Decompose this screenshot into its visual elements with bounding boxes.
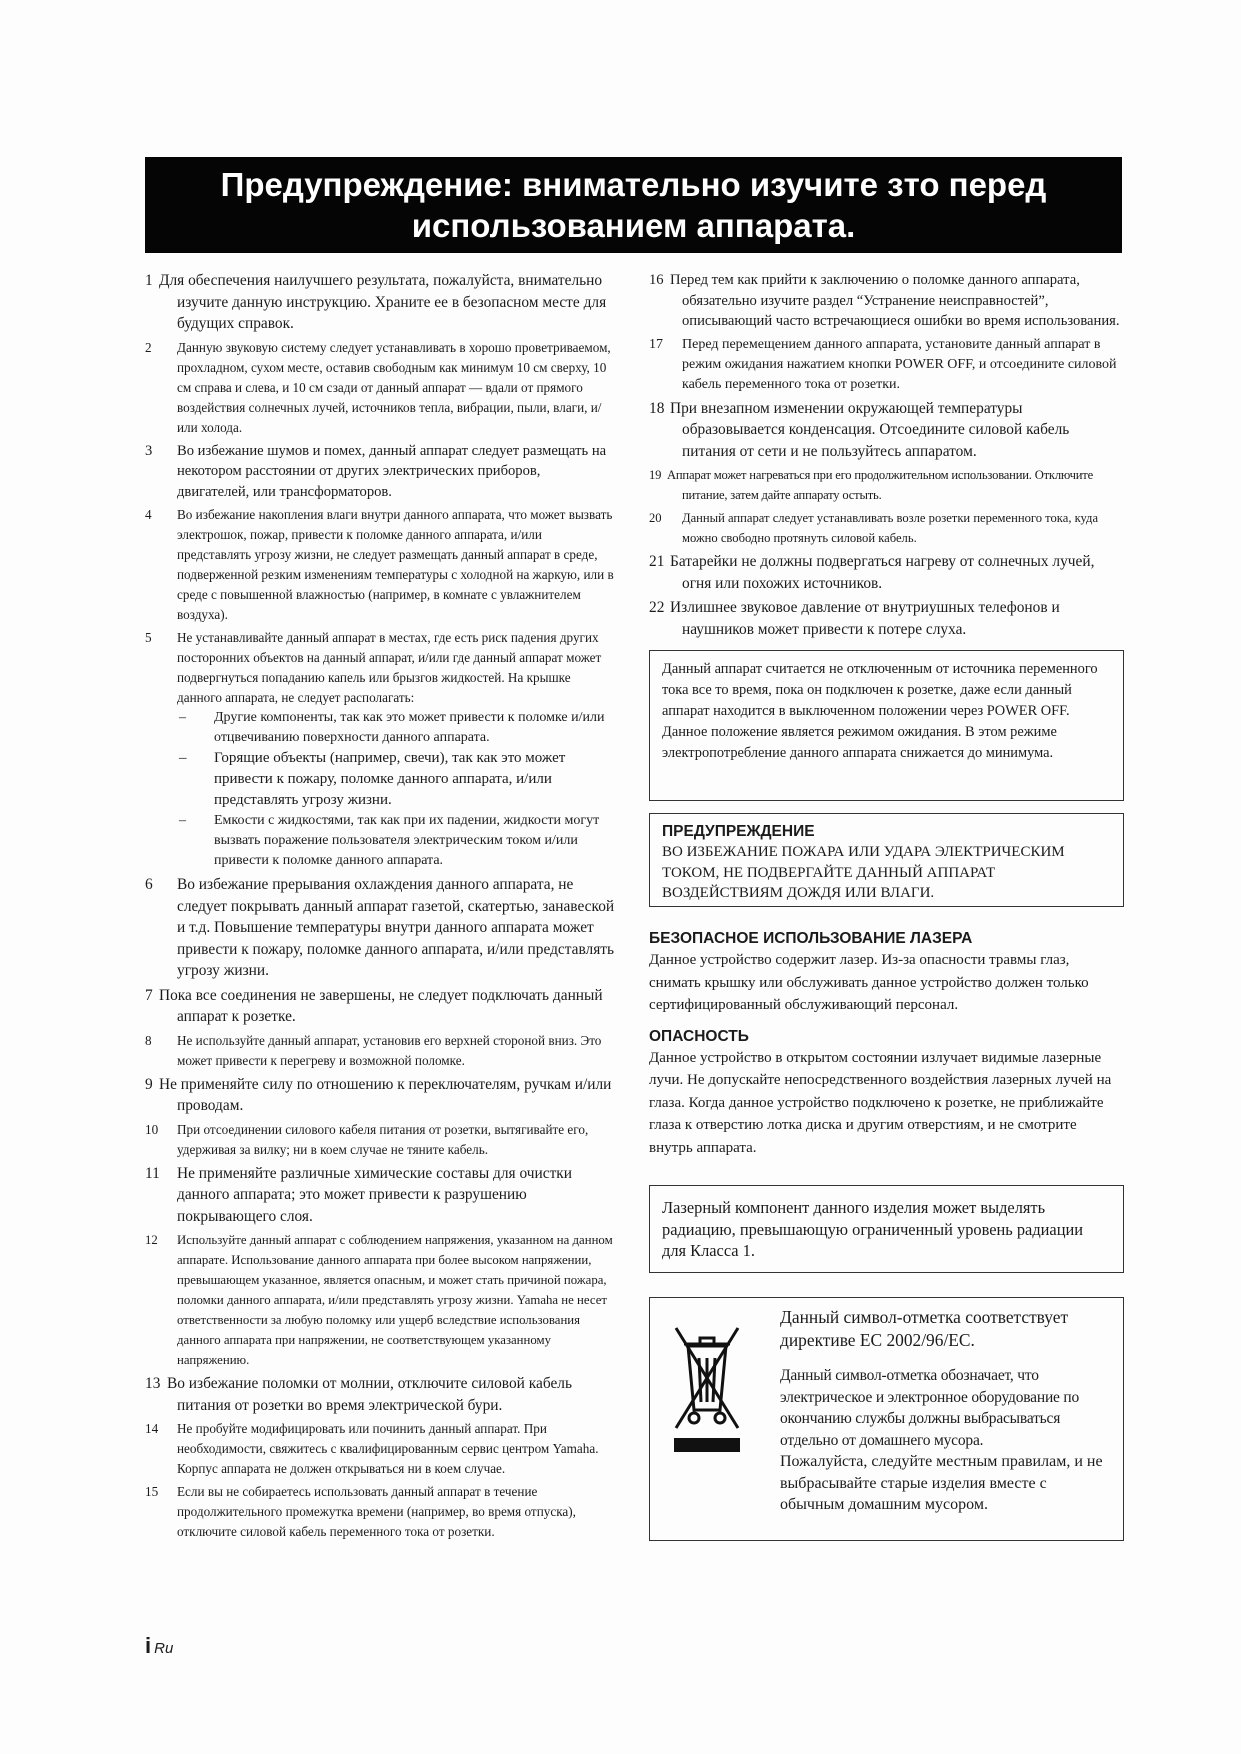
safety-item [145, 1482, 615, 1542]
safety-item-number: 17 [649, 336, 663, 352]
safety-item: 7 Пока все соединения не завершены, не следует подключать данный аппарат к розетке. [145, 986, 603, 1025]
safety-item-number: 2 [145, 339, 152, 355]
safety-item [649, 335, 1124, 395]
safety-item [145, 505, 615, 625]
sub-item-dash: – [179, 750, 187, 766]
safety-item [145, 1419, 615, 1479]
laser-class-text: Лазерный компонент данного изделия может выделять радиацию, превышающую ограниченный уровень радиации для Класса 1. [662, 1198, 1084, 1260]
safety-item: 18 При внезапном изменении окружающей температуры образовывается конденсация. Отсоедините силовой кабель питания от сети и не пользуйтесь аппаратом. [649, 399, 1070, 460]
laser-safety-text: Данное устройство содержит лазер. Из-за опасности травмы глаз, снимать крышку или обслуживать данное устройство должен только сертифицированный обслуживающий персонал. [649, 952, 1089, 1013]
sub-item-text: Горящие объекты (например, свечи), так как это может привести к пожару, поломке данного аппарата, и/или представлять угрозу жизни. [214, 750, 566, 808]
safety-item [145, 338, 615, 438]
right-column [649, 270, 1124, 1541]
standby-notice-box [649, 650, 1124, 801]
language-code: Ru [154, 1640, 174, 1657]
safety-item-text: При внезапном изменении окружающей температуры образовывается конденсация. Отсоедините силовой кабель питания от сети и не пользуйтесь аппаратом. [670, 399, 1070, 460]
danger-text: Данное устройство в открытом состоянии излучает видимые лазерные лучи. Не допускайте непосредственного воздействия лазерных лучей на глаза. Когда данное устройство подключено к розетке, не приближайте глаза к отверстию лотка диска и другим отверстиям, и не смотрите внутрь аппарата. [649, 1049, 1112, 1156]
weee-text-1: Данный символ-отметка обозначает, что электрическое и электронное оборудование по окончанию службы должны выбрасываться отдельно от домашнего мусора. [780, 1367, 1080, 1449]
safety-item-number: 10 [145, 1121, 159, 1137]
weee-box [649, 1297, 1124, 1541]
banner-line-2: использованием аппарата. [411, 207, 856, 244]
safety-item-text: Аппарат может нагреваться при его продолжительном использовании. Отключите питание, затем дайте аппарату остыть. [667, 468, 1093, 502]
safety-item-number: 3 [145, 442, 153, 459]
safety-item-text: Данный аппарат следует устанавливать возле розетки переменного тока, куда можно свободно протянуть силовой кабель. [682, 511, 1099, 545]
safety-item: 16 Перед тем как прийти к заключению о поломке данного аппарата, обязательно изучите раздел “Устранение неисправностей”, описывающий часто встречающиеся ошибки во время использования. [649, 272, 1120, 329]
laser-class-box [649, 1185, 1124, 1273]
safety-item-number: 4 [145, 507, 152, 522]
safety-item-number: 6 [145, 876, 153, 893]
safety-item-number: 11 [145, 1164, 160, 1182]
warning-title: ПРЕДУПРЕЖДЕНИЕ [662, 823, 815, 840]
safety-item-text: Не применяйте различные химические составы для очистки данного аппарата; это может привести к разрушению покрывающего слоя. [177, 1164, 573, 1225]
safety-item-text: Батарейки не должны подвергаться нагреву от солнечных лучей, огня или похожих источников. [670, 553, 1095, 592]
banner-line-1: Предупреждение: внимательно изучите зто перед [220, 166, 1047, 203]
safety-item-text: Перед тем как прийти к заключению о поломке данного аппарата, обязательно изучите раздел “Устранение неисправностей”, описывающий часто встречающиеся ошибки во время использования. [670, 272, 1120, 329]
safety-item [145, 1120, 615, 1160]
safety-item-text: Не применяйте силу по отношению к переключателям, ручкам и/или проводам. [159, 1075, 612, 1114]
page-footer [145, 1633, 173, 1659]
warning-text: ВО ИЗБЕЖАНИЕ ПОЖАРА ИЛИ УДАРА ЭЛЕКТРИЧЕСКИМ ТОКОМ, НЕ ПОДВЕРГАЙТЕ ДАННЫЙ АППАРАТ ВОЗДЕЙСТВИЯМ ДОЖДЯ ИЛИ ВЛАГИ. [662, 844, 1065, 901]
safety-item-text: Излишнее звуковое давление от внутриушных телефонов и наушников может привести к потере слуха. [670, 599, 1060, 638]
sub-item [179, 748, 615, 811]
safety-item-number: 20 [649, 511, 662, 525]
danger-title: ОПАСНОСТЬ [649, 1027, 749, 1045]
safety-item-text: Используйте данный аппарат с соблюдением напряжения, указанном на данном аппарате. Использование данного аппарата при более высоком напряжении, превышающем указанное, является опасным, и может стать причиной пожара, поломки данного аппарата, и/или представлять угрозу жизни. Yamaha не несет ответственности за любую поломку или ущерб вследствие использования данного аппарата при напряжении, не соответствующем указанному напряжению. [177, 1233, 613, 1367]
sub-item-text: Емкости с жидкостями, так как при их падении, жидкости могут вызвать поражение пользователя электрическим током и/или привести к поломке данного аппарата. [214, 813, 600, 868]
safety-item: 19 Аппарат может нагреваться при его продолжительном использовании. Отключите питание, затем дайте аппарату остыть. [649, 468, 1093, 502]
safety-item-number: 12 [145, 1233, 158, 1247]
safety-item-text: Во избежание прерывания охлаждения данного аппарата, не следует покрывать данный аппарат газетой, скатертью, занавеской и т.д. Повышение температуры внутри данного аппарата может привести к пожару, поломке данного аппарата, и/или представлять угрозу жизни. [177, 876, 615, 979]
safety-item [145, 1031, 615, 1071]
safety-item-number: 5 [145, 630, 152, 645]
page-number: i [145, 1633, 152, 1658]
safety-item: 1 Для обеспечения наилучшего результата, пожалуйста, внимательно изучите данную инструкцию. Храните ее в безопасном месте для будущих справок. [145, 272, 607, 332]
safety-item-text: При отсоединении силового кабеля питания от розетки, вытягивайте его, удерживая за вилку; ни в коем случае не тяните кабель. [177, 1121, 589, 1157]
safety-item [145, 1230, 615, 1370]
sub-item-text: Другие компоненты, так как это может привести к поломке и/или отцвечиванию поверхности данного аппарата. [214, 710, 605, 745]
safety-item-text: Для обеспечения наилучшего результата, пожалуйста, внимательно изучите данную инструкцию. Храните ее в безопасном месте для будущих справок. [159, 272, 607, 332]
safety-item-text: Пока все соединения не завершены, не следует подключать данный аппарат к розетке. [159, 986, 603, 1025]
safety-item-text: Не устанавливайте данный аппарат в местах, где есть риск падения других посторонних объектов на данный аппарат, и/или где данный аппарат может подвергнуться попаданию капель или брызгов жидкостей. На крышке данного аппарата, не следует располагать: [177, 630, 602, 705]
left-column [145, 270, 615, 1545]
warning-box [649, 813, 1124, 907]
sub-item-dash: – [179, 813, 186, 828]
sub-item-dash: – [179, 710, 186, 725]
laser-safety-title: БЕЗОПАСНОЕ ИСПОЛЬЗОВАНИЕ ЛАЗЕРА [649, 930, 973, 947]
standby-notice-text: Данный аппарат считается не отключенным от источника переменного тока все то время, пока он подключен к розетке, даже если данный аппарат находится в выключенном положении через POWER OFF. Данное положение является режимом ожидания. В этом режиме электропотребление данного аппарата снижается до минимума. [662, 661, 1098, 761]
safety-item-text: Во избежание накопления влаги внутри данного аппарата, что может вызвать электрошок, пожар, привести к поломке данного аппарата, и/или представлять угрозу жизни, не следует размещать данный аппарат в среде, подверженной резким изменениям температуры с холодной на жаркую, или в среде с повышенной влажностью (например, в комнате с увлажнителем воздуха). [177, 507, 614, 622]
sub-item [179, 811, 615, 871]
safety-item-number: 15 [145, 1484, 159, 1499]
safety-item [145, 874, 615, 982]
safety-item-text: Во избежание шумов и помех, данный аппарат следует размещать на некотором расстоянии от других электрических приборов, двигателей, или трансформаторов. [177, 442, 607, 500]
safety-item [145, 441, 615, 503]
safety-item-text: Не используйте данный аппарат, установив его верхней стороной вниз. Это может привести к перегреву и возможной поломке. [177, 1032, 602, 1068]
weee-text-2: Пожалуйста, следуйте местным правилам, и не выбрасывайте старые изделия вместе с обычным домашним мусором. [780, 1453, 1103, 1513]
safety-item: 9 Не применяйте силу по отношению к переключателям, ручкам и/или проводам. [145, 1075, 612, 1114]
safety-item-text: Перед перемещением данного аппарата, установите данный аппарат в режим ожидания нажатием кнопки POWER OFF, и отсоедините силовой кабель переменного тока от розетки. [682, 336, 1117, 392]
safety-item-text: Если вы не собираетесь использовать данный аппарат в течение продолжительного промежутка времени (например, во время отпуска), отключите силовой кабель переменного тока от розетки. [177, 1484, 576, 1539]
safety-item-text: Во избежание поломки от молнии, отключите силовой кабель питания от розетки во время электрической бури. [167, 1375, 572, 1414]
safety-item: 22 Излишнее звуковое давление от внутриушных телефонов и наушников может привести к потере слуха. [649, 599, 1060, 638]
safety-item-text: Не пробуйте модифицировать или починить данный аппарат. При необходимости, свяжитесь с квалифицированным сервис центром Yamaha. Корпус аппарата не должен открываться ни в коем случае. [177, 1421, 599, 1476]
safety-item: 13 Во избежание поломки от молнии, отключите силовой кабель питания от розетки во время электрической бури. [145, 1375, 572, 1414]
safety-item [145, 1163, 615, 1228]
weee-title: Данный символ-отметка соответствует директиве ЕС 2002/96/ЕС. [780, 1307, 1069, 1350]
crossed-bin-icon [672, 1318, 742, 1458]
weee-text-block [780, 1306, 1110, 1516]
safety-item-number: 8 [145, 1032, 152, 1048]
safety-item [649, 508, 1124, 548]
safety-item [145, 628, 615, 871]
sub-item [179, 708, 615, 748]
safety-item-text: Данную звуковую систему следует устанавливать в хорошо проветриваемом, прохладном, сухом месте, оставив свободным как минимум 10 см сверху, 10 см справа и слева, и 10 см сзади от данный аппарат — вдали от прямого воздействия солнечных лучей, источников тепла, вибрации, пыли, влаги, и/или холода. [177, 339, 611, 435]
safety-item: 21 Батарейки не должны подвергаться нагреву от солнечных лучей, огня или похожих источников. [649, 553, 1095, 592]
warning-banner [145, 157, 1122, 253]
safety-item-number: 14 [145, 1421, 159, 1436]
